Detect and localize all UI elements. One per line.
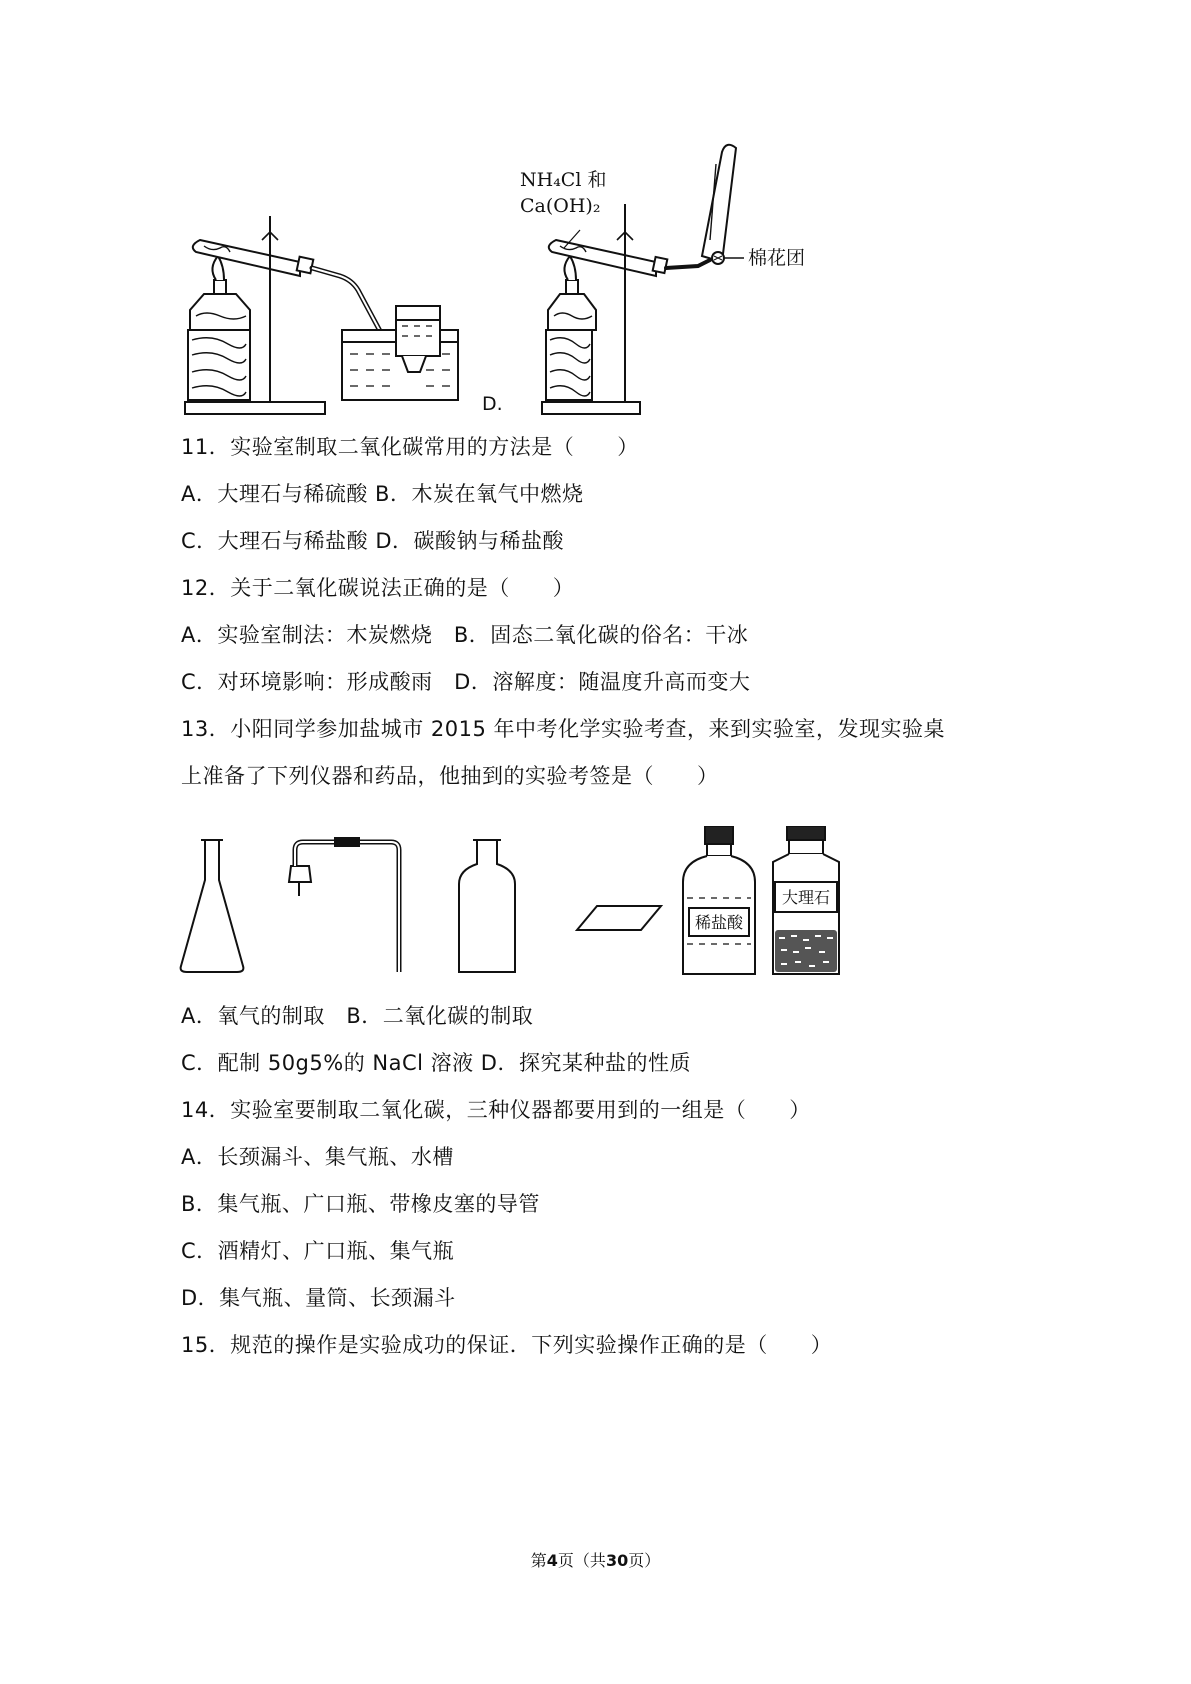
reagent-label: NH₄Cl 和 [520,169,607,191]
q14-option-b: B．集气瓶、广口瓶、带橡皮塞的导管 [181,1192,540,1216]
q11-options-ab: A．大理石与稀硫酸 B．木炭在氧气中燃烧 [181,482,584,506]
acid-bottle-label: 稀盐酸 [694,913,744,932]
q13-stem-line1: 13．小阳同学参加盐城市 2015 年中考化学实验考查，来到实验室，发现实验桌 [181,717,946,741]
q15-stem: 15．规范的操作是实验成功的保证．下列实验操作正确的是（ ） [181,1333,833,1357]
footer-middle: 页（共 [557,1551,606,1570]
q14-option-c: C．酒精灯、广口瓶、集气瓶 [181,1239,455,1263]
q14-option-a: A．长颈漏斗、集气瓶、水槽 [181,1145,454,1169]
reagent-label-2: Ca(OH)₂ [520,195,601,217]
q12-options-cd: C．对环境影响：形成酸雨 D．溶解度：随温度升高而变大 [181,670,751,694]
footer-suffix: 页） [628,1551,661,1570]
q14-stem: 14．实验室要制取二氧化碳，三种仪器都要用到的一组是（ ） [181,1098,811,1122]
gas-bottle-icon [459,840,515,972]
equipment-figure [175,826,895,986]
cotton-label: 棉花团 [748,247,806,269]
apparatus-figure [170,140,870,420]
acid-bottle-icon [683,826,755,974]
q12-stem: 12．关于二氧化碳说法正确的是（ ） [181,576,575,600]
q12-options-ab: A．实验室制法：木炭燃烧 B．固态二氧化碳的俗名：干冰 [181,623,749,647]
q11-options-cd: C．大理石与稀盐酸 D．碳酸钠与稀盐酸 [181,529,565,553]
marble-bottle-label: 大理石 [781,888,831,907]
footer-page-number: 4 [546,1551,558,1570]
page-footer [0,1548,1191,1571]
glass-plate-icon [577,906,661,930]
footer-total-pages: 30 [605,1551,629,1570]
q13-options-ab: A．氧气的制取 B．二氧化碳的制取 [181,1004,534,1028]
footer-prefix: 第 [530,1551,547,1570]
q14-option-d: D．集气瓶、量筒、长颈漏斗 [181,1286,456,1310]
q13-stem-line2: 上准备了下列仪器和药品，他抽到的实验考签是（ ） [181,764,719,788]
conical-flask-icon [181,840,244,972]
q11-stem: 11．实验室制取二氧化碳常用的方法是（ ） [181,435,639,459]
option-d-label: D. [482,393,503,415]
q13-options-cd: C．配制 50g5%的 NaCl 溶液 D．探究某种盐的性质 [181,1051,691,1075]
stopper-tube-icon [289,838,399,972]
